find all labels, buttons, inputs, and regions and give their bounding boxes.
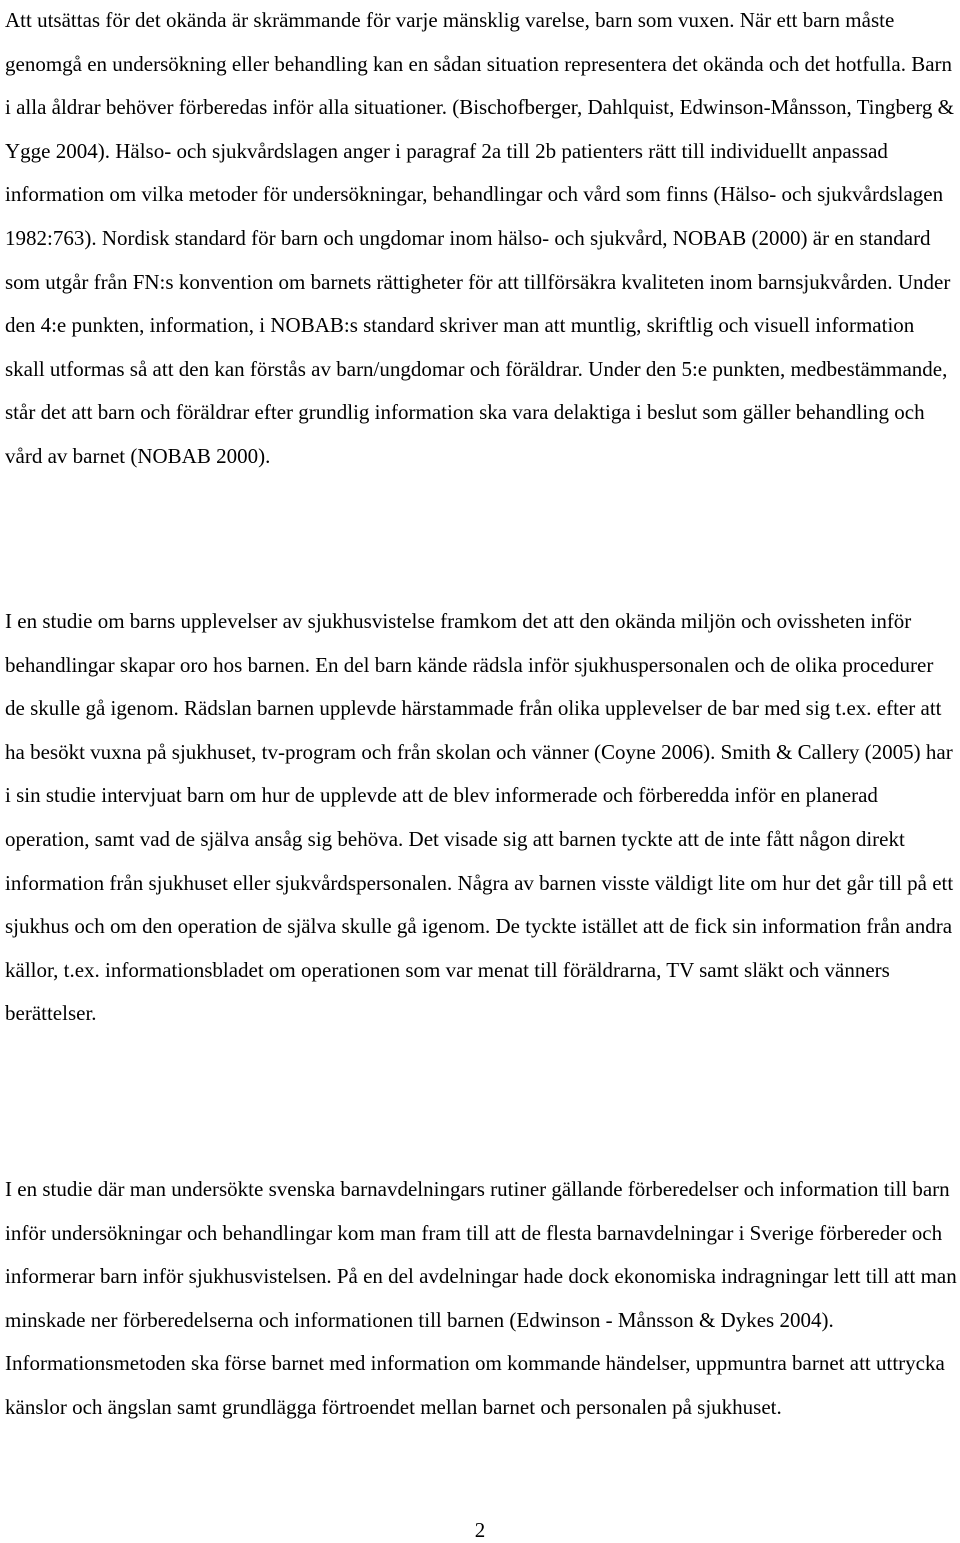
- body-paragraph-3: I en studie där man undersökte svenska barnavdelningars rutiner gällande förberedelser och information till barn inför undersökningar och behandlingar kom man fram till att de flesta barnavdelningar i Sverige förbereder och informerar barn inför sjukhusvistelsen. På en del avdelningar hade dock ekonomiska indragningar lett till att man minskade ner förberedelserna och informationen till barnen (Edwinson - Månsson & Dykes 2004). Informationsmetoden ska förse barnet med information om kommande händelser, uppmuntra barnet att uttrycka känslor och ängslan samt grundlägga förtroendet mellan barnet och personalen på sjukhuset.: [5, 1177, 957, 1419]
- body-paragraph-2: I en studie om barns upplevelser av sjukhusvistelse framkom det att den okända miljön och ovissheten inför behandlingar skapar oro hos barnen. En del barn kände rädsla inför sjukhuspersonalen och de olika procedurer de skulle gå igenom. Rädslan barnen upplevde härstammade från olika upplevelser de bar med sig t.ex. efter att ha besökt vuxna på sjukhuset, tv-program och från skolan och vänner (Coyne 2006). Smith & Callery (2005) har i sin studie intervjuat barn om hur de upplevde att de blev informerade och förberedda inför en planerad operation, samt vad de själva ansåg sig behöva. Det visade sig att barnen tyckte att de inte fått någon direkt information från sjukhuset eller sjukvårdspersonalen. Några av barnen visste väldigt lite om hur det går till på ett sjukhus och om den operation de själva skulle gå igenom. De tyckte istället att de fick sin information från andra källor, t.ex. informationsbladet om operationen som var menat till föräldrarna, TV samt släkt och vänners berättelser.: [5, 609, 954, 1026]
- body-paragraph-1: Att utsättas för det okända är skrämmande för varje mänsklig varelse, barn som vuxen. När ett barn måste genomgå en undersökning eller behandling kan en sådan situation representera det okända och det hotfulla. Barn i alla åldrar behöver förberedas inför alla situationer. (Bischofberger, Dahlquist, Edwinson-Månsson, Tingberg & Ygge 2004). Hälso- och sjukvårdslagen anger i paragraf 2a till 2b patienters rätt till individuellt anpassad information om vilka metoder för undersökningar, behandlingar och vård som finns (Hälso- och sjukvårdslagen 1982:763). Nordisk standard för barn och ungdomar inom hälso- och sjukvård, NOBAB (2000) är en standard som utgår från FN:s konvention om barnets rättigheter för att tillförsäkra kvaliteten inom barnsjukvården. Under den 4:e punkten, information, i NOBAB:s standard skriver man att muntlig, skriftlig och visuell information skall utformas så att den kan förstås av barn/ungdomar och föräldrar. Under den 5:e punkten, medbestämmande, står det att barn och föräldrar efter grundlig information ska vara delaktiga i beslut som gäller behandling och vård av barnet (NOBAB 2000).: [5, 8, 955, 468]
- page-number: 2: [474, 1518, 486, 1542]
